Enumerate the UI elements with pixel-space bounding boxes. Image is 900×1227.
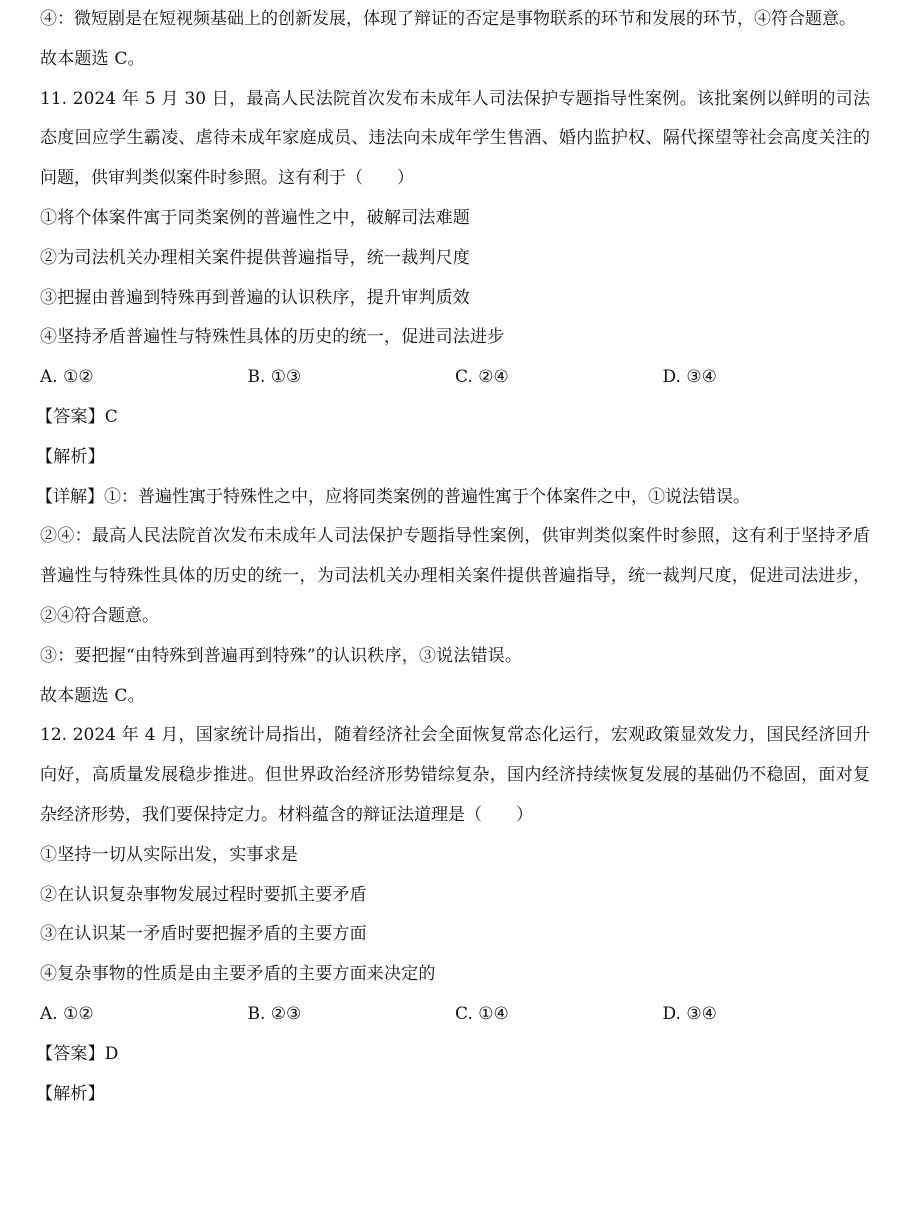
q12-option-d: D. ③④ xyxy=(662,1003,717,1024)
q11-option-c: C. ②④ xyxy=(455,367,509,388)
q11-item-3: ③把握由普遍到特殊再到普遍的认识秩序，提升审判质效 xyxy=(40,287,470,308)
q11-options xyxy=(40,358,870,398)
q12-item-3: ③在认识某一矛盾时要把握矛盾的主要方面 xyxy=(40,924,367,945)
q11-analysis-24: ②④：最高人民法院首次发布未成年人司法保护专题指导性案例，供审判类似案件时参照，这有利于坚持矛盾普遍性与特殊性具体的历史的统一，为司法机关办理相关案件提供普遍指导，统一裁判尺度，促进司法进步，②④符合题意。 xyxy=(40,526,870,626)
q12-item-4: ④复杂事物的性质是由主要矛盾的主要方面来决定的 xyxy=(40,964,436,985)
q11-stem: 11. 2024 年 5 月 30 日，最高人民法院首次发布未成年人司法保护专题指导性案例。该批案例以鲜明的司法态度回应学生霸凌、虐待未成年家庭成员、违法向未成年学生售酒、婚内监护权、隔代探望等社会高度关注的问题，供审判类似案件时参照。这有利于（ ） xyxy=(40,88,870,189)
q11-item-4: ④坚持矛盾普遍性与特殊性具体的历史的统一，促进司法进步 xyxy=(40,327,505,348)
q12-option-b: B. ②③ xyxy=(247,1003,302,1024)
q11-option-a: A. ①② xyxy=(40,367,94,388)
q11-answer: 【答案】C xyxy=(36,406,119,427)
q11-conclusion: 故本题选 C。 xyxy=(40,685,145,706)
q12-answer: 【答案】D xyxy=(36,1043,119,1064)
q12-item-1: ①坚持一切从实际出发，实事求是 xyxy=(40,844,298,865)
q11-item-1: ①将个体案件寓于同类案例的普遍性之中，破解司法难题 xyxy=(40,207,470,228)
q11-option-b: B. ①③ xyxy=(247,367,302,388)
q11-analysis-3: ③：要把握“由特殊到普遍再到特殊”的认识秩序，③说法错误。 xyxy=(40,645,523,666)
prev-analysis-4: ④：微短剧是在短视频基础上的创新发展，体现了辩证的否定是事物联系的环节和发展的环节，④符合题意。 xyxy=(40,9,856,29)
q12-options xyxy=(40,995,870,1035)
q11-analysis-label: 【解析】 xyxy=(36,446,105,467)
q11-option-d: D. ③④ xyxy=(662,367,717,388)
q11-detail: 【详解】①：普遍性寓于特殊性之中，应将同类案例的普遍性寓于个体案件之中，①说法错误。 xyxy=(36,486,750,507)
q12-item-2: ②在认识复杂事物发展过程时要抓主要矛盾 xyxy=(40,884,367,905)
prev-conclusion: 故本题选 C。 xyxy=(40,48,145,69)
q12-stem: 12. 2024 年 4 月，国家统计局指出，随着经济社会全面恢复常态化运行，宏观政策显效发力，国民经济回升向好，高质量发展稳步推进。但世界政治经济形势错综复杂，国内经济持续恢复发展的基础仍不稳固，面对复杂经济形势，我们要保持定力。材料蕴含的辩证法道理是（ ） xyxy=(40,725,870,825)
q12-analysis-label: 【解析】 xyxy=(36,1083,105,1104)
q12-option-c: C. ①④ xyxy=(455,1003,509,1024)
q11-item-2: ②为司法机关办理相关案件提供普遍指导，统一裁判尺度 xyxy=(40,247,470,268)
q12-option-a: A. ①② xyxy=(40,1003,94,1024)
